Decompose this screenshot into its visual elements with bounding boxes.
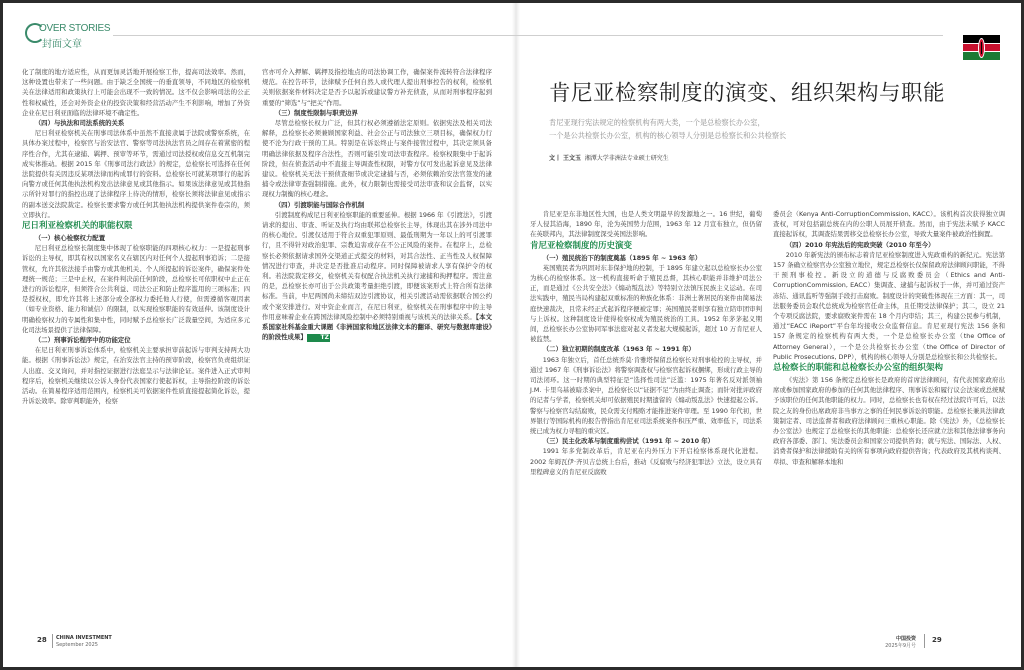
paragraph: 1963 年独立后，首任总统乔莫·肯雅塔保留总检察长对刑事检控的主导权，并通过 1967 年《刑事诉讼法》将警察调查权与检察官起诉权捆绑，形成行政主导的司法闭环。这一时期的典型特征是“选择性司法”泛滥：1975 年著名反对派领袖 J.M. 卡里乌基被暗杀案中，总检察长以“证据不足”为由终止调查；而针对批评政府的记者与学者，检察机关却可依据殖民时期遗留的《煽动叛乱法》快速提起公诉。警察与检察官勾结腐败，民众需支付贿赂才能推进案件审理。至 1990 年代初，世界银行等国际机构的报告曾指出肯尼亚司法系统案件积压严重、效率低下，司法系统已成为权力寻租的重灾区。 [530, 355, 762, 436]
subheading: （三）制度性限制与职责边界 [274, 108, 358, 117]
lede-line: 一个是公共检察长办公室，机构的核心领导人分别是总检察长和公共检察长 [549, 131, 787, 140]
end-mark-icon: TZ [307, 334, 330, 342]
author-affiliation: 湘潭大学非洲法专业硕士研究生 [584, 155, 669, 162]
paragraph: 2010 年新宪法的颁布标志着肯尼亚检察制度进入宪政重构的新纪元。宪法第 157 条确立检察官办公室独立地位，规定总检察长仅保留政府法律顾问职能，不得干预刑事检控。新设立的道德与反腐败委员会（Ethics and Anti-CorruptionCommission, EACC）集调查、逮捕与起诉权于一体，并可通过资产冻结、通讯监听等强制手段打击腐败。制度设计的突破性体现在三方面：其一，司法服务委员会取代总统成为检察官任命主体，且任期受法律保护；其二，设立 21 个专项反腐法院，要求腐败案件需在 18 个月内审结；其三，构建公民参与机制，通过“EACC iReport”平台年均接收公众监督信息。肯尼亚现行宪法 156 条和 157 条规定的检察机构有两大类，一个是总检察长办公室（the Office of Attorney General），一个是公共检察长办公室（the Office of Director of Public Prosecutions, DPP），机构的核心领导人分别是总检察长和公共检察长。 [773, 250, 1005, 361]
folio-divider [924, 634, 925, 648]
paragraph: 《宪法》第 156 条规定总检察长是政府的首席法律顾问，有代表国家政府出席或参加国家政府的参加的任何其他法律程序、刑事诉讼和履行议会法案或总统赋予该职位的任何其他职能的权力。同时，总检察长也有权在经过法院许可后，以法院之友的身份出席政府非当事方之事的任何民事诉讼的职能。总检察长兼具法律政策制定者、司法监督者和政府法律顾问三重核心职能。除《宪法》外，《总检察长办公室法》也规定了总检察长的其他职能：总检察长还应就立法和其他法律事务向政府各部委、部门、宪法委员会和国家公司提供咨询；就与宪法、国际法、人权、消费者保护和法律援助有关的所有事项向政府提供咨询；代表政府及其机构谈判、草拟、审查和解释本地和 [773, 376, 1005, 466]
right-column-2 [773, 209, 1005, 467]
funding-citation: 【本文系国家社科基金重大课题《非洲国家和地区法律文本的翻译、研究与数据库建设》的阶段性成果】 [262, 312, 492, 342]
paragraph: 尼日利亚总检察长制度集中体现了检察职能的四项核心权力：一是提起刑事诉讼的主导权，即其有权以国家名义在辖区内对任何个人提起刑事追诉；二是接管权，允许其依法接手由警方或其他机关、个人所提起的诉讼案件，确保案件处理统一规范；三是中止权，在案件判决前任何阶段，总检察长可依职权中止正在进行的诉讼程序，但须符合公共利益、司法公正和防止程序滥用的三项标准；四是授权权，即允许其将上述部分或全部权力委托他人行使，但需遵循客观因素（如专业资格、能力和诚信）的限制，以实现检察职能的有效延伸。该制度设计明确检察权力的专属性和集中性，同时赋予总检察长广泛裁量空间，为适应多元化司法场景提供了法律保障。 [22, 244, 250, 334]
paragraph: 尼日利亚检察机关在刑事司法体系中虽然不直接隶属于法院或警察系统，在具体办案过程中，检察官与治安法官、警察等司法执法官员之间存在着紧密的程序性合作，尤其在逮捕、羁押、预审等环节，需通过司法授权或信息交互机制完成实体推动。根据 2015 年《刑事司法行政法》的规定，总检察长可选择在任何法院提供有关因违反某项法律而构成罪行的资料。总检察长可就某项罪行的起诉向警方或任何其他执法机构发出法律意见或其他指示。如果该法律意见或其他指示所针对罪行的指控出现了法律程序上待决的情形，检察长须将法律意见或指示的副本送交法院裁定。检察长要求警方或任何其他执法机构提供案件卷宗的，须立即执行。 [22, 129, 250, 219]
byline-prefix: 文丨 [549, 155, 562, 162]
subheading: （四）2010 年宪法后的宪政突破（2010 年至今） [785, 240, 935, 249]
paragraph: 委员会（Kenya Anti-CorruptionCommission, KACC）。该机构首次获得独立调查权，可对包括副总统在内的公职人员展开侦查。然而，由于宪法未赋予 KACC 直接起诉权，其调查结果需移交总检察长办公室，导致大量案件被政治性搁置。 [773, 210, 1005, 239]
subheading: （一）殖民统治下的制度奠基（1895 年 ~ 1963 年） [542, 253, 702, 262]
page-gutter [512, 3, 520, 667]
left-column-2 [262, 67, 492, 342]
article-lede [549, 116, 969, 142]
paragraph: 化了制度的地方适应性，从而更加灵活地开展检察工作，提高司法效率。然而，这种设置也带来了一些问题。由于缺乏全国统一的垂直领导，不同地区的检察机关在法律适用和政策执行上可能会出现不一致的情况。这不仅会影响司法的公正性和权威性，还会对外资企业的投资决策和经营活动产生不利影响，增加了外资企业在尼日利亚面临的法律环境不确定性。 [22, 68, 250, 117]
magazine-name: CHINA INVESTMENT [56, 635, 112, 641]
maasai-shield-icon [978, 38, 985, 58]
paragraph: 肯尼亚是东非地区性大国，也是人类文明最早的发源地之一。16 世纪，葡萄牙人侵其沿海，1890 年，沦为英国势力范围，1963 年 12 月宣布独立，但仍留在英联邦内，其法律制度深受英国法影响。 [530, 210, 762, 239]
page-number: 28 [37, 636, 47, 644]
byline [549, 153, 669, 162]
paragraph: 英国殖民者为巩固对东非保护地的控制，于 1895 年建立起以总检察长办公室为核心的检察体系。这一机构直接听命于殖民总督，其核心职能并非维护司法公正，而是通过《公共安全法》《煽动叛乱法》等特别立法镇压民族主义运动。在司法实践中，殖民当局构建起双重标准的种族化体系：非洲土著居民的案件由简易法庭快速裁决，且常未经正式起诉程序便被定罪；英国殖民者则享有独立陪审团审判与上诉权。这种制度设计使得检察权成为殖民统治的工具。1952 年茅茅起义期间，总检察长办公室协同军事法庭对起义者发起大规模起诉，超过 10 万肯尼亚人被监禁。 [530, 263, 762, 344]
subheading: （四）引渡职能与国际合作机制 [274, 200, 365, 209]
left-column-1 [22, 67, 250, 407]
subheading: （四）与执法和司法系统的关系 [34, 119, 125, 128]
section-label-en: OVER STORIES [39, 23, 111, 34]
magazine-name: 中国投资 [895, 636, 916, 642]
kenya-flag-icon [963, 35, 1000, 61]
folio-divider [52, 634, 53, 648]
header-rule [113, 35, 943, 36]
right-column-1 [530, 209, 762, 477]
paragraph: 1991 年多党制改革后，肯尼亚在内外压力下开启检察体系现代化进程。2002 年姆瓦伊·齐贝吉总统上台后，推动《反腐败与经济犯罪法》立法，设立具有里程碑意义的肯尼亚反腐败 [530, 447, 762, 476]
subheading: （二）刑事诉讼程序中的功能定位 [34, 336, 131, 345]
paragraph-text: 引渡制度构成尼日利亚检察职能的重要延伸。根据 1966 年《引渡法》，引渡请求的提出、审查、听证及执行均由联邦总检察长主导，体现出其在涉外司法中的核心地位。引渡仅适用于符合双重犯罪原则、最低刑期为一年以上的可引渡罪行，且不得针对政治犯罪、宗教迫害或存在不公正风险的案件。在程序上，总检察长必须依据请求国外交渠道正式提交的材料，对其合法性、正当性及人权保障情况进行审查，并决定是否批准启动程序。同时保障被请求人享有保护令的权利。若法院裁定移交，检察机关有权配合执法机关执行逮捕和拘押程序。需注意的是，总检察长亦可出于公共政策考量拒绝引渡，即便该案形式上符合所有法律标准。当前，中尼两国尚未缔结双边引渡协议，相关引渡活动需依据联合国公约或个案安排进行。对中资企业而言，在尼日利亚，检察机关在刑事程序中的主导作用意味着企业在跨国法律风险控制中必须特别重视与该机关的法律关系。 [262, 210, 492, 321]
author-name: 王文玉 [562, 155, 581, 162]
lede-line: 肯尼亚现行宪法规定的检察机构有两大类，一个是总检察长办公室， [549, 118, 765, 127]
subheading: （一）核心检察权力配置 [34, 234, 106, 243]
section-heading: 总检察长的职能和总检察长办公室的组织架构 [773, 363, 944, 374]
issue-date: 2025年9月号 [885, 643, 916, 649]
subheading: （三）民主化改革与制度重构尝试（1991 年 ~ 2010 年） [542, 437, 715, 446]
paragraph: 尽管总检察长权力广泛，但其行权必须遵循法定原则。依据宪法及相关司法解释，总检察长必须兼顾国家利益、社会公正与司法独立三项目标，确保权力行使不沦为行政干预的工具。特别是在诉讼终止与案件接管过程中，其决定须具备明确法律依据及程序合法性，否则可能引发司法审查程序。检察权限集中于起诉阶段，但在侦查活动中不直接主导调查性权限，对警方仅可发出起诉意见及法律建议。检察机关无法干预侦查细节或决定逮捕与否，必须依赖治安法官签发的逮捕令或法律审查强制措施。此外，权力限制也需接受司法审查和议会监督，以实现权力制衡的核心理念。 [262, 119, 492, 199]
paragraph: 在尼日利亚刑事诉讼体系中，检察机关主要承担审前起诉与审判支持两大功能。根据《刑事诉讼法》规定，在治安法官主持的预审阶段，检察官负责组织证人出庭、交叉询问，并对指控证据进行法庭呈示与法律论证。案件进入正式审判程序后，检察机关继续以公诉人身份代表国家行使起诉权，主导指控阶段的诉讼活动。在简易程序适用范围内，检察机关可依据案件性质直接提起简化诉讼，提升诉讼效率。除审判职能外，检察 [22, 346, 250, 406]
paragraph [262, 210, 492, 343]
subheading: （二）独立初期的制度改革（1963 年 ~ 1991 年） [542, 345, 695, 354]
magazine-spread [3, 3, 1021, 667]
page-number: 29 [932, 636, 942, 644]
paragraph: 官亦可介入押解、羁押及指控地点的司法协调工作，确保案件流转符合法律程序规范。在控告环节，法律赋予任何自然人或代理人提出刑事控告的权利，检察机关则依据案件材料决定是否予以起诉或建议警方补充侦查，从而对刑事程序起到重要的“筛选”与“把关”作用。 [262, 68, 492, 107]
section-heading: 肯尼亚检察制度的历史演变 [530, 240, 633, 251]
article-title: 肯尼亚检察制度的演变、组织架构与职能 [549, 81, 946, 106]
section-heading: 尼日利亚检察机关的职能权限 [22, 221, 133, 232]
section-label-cn: 封面文章 [42, 39, 82, 50]
issue-date: September 2025 [56, 642, 98, 648]
